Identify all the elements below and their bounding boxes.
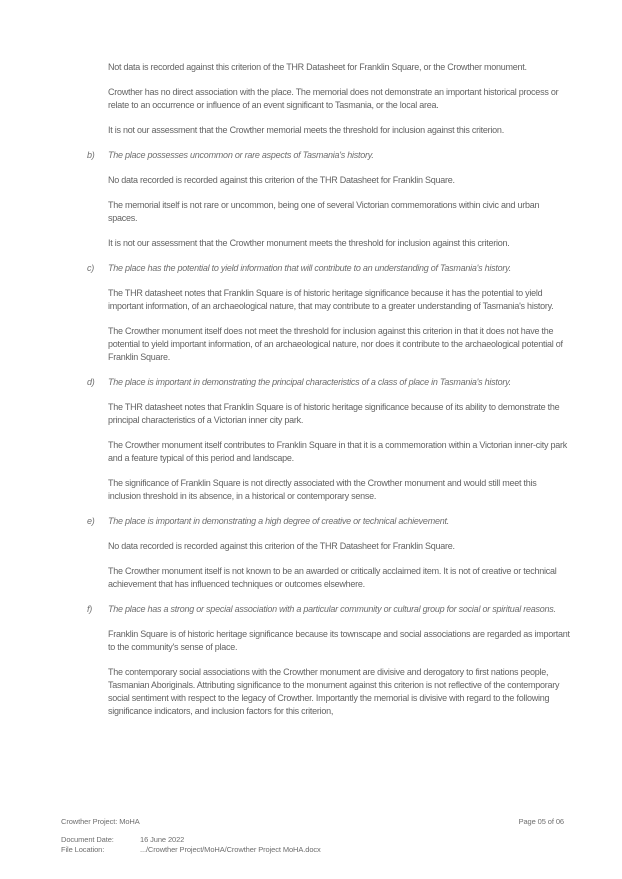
criterion-e bbox=[0, 515, 622, 591]
criterion-f bbox=[0, 603, 622, 718]
body-paragraph: The Crowther monument itself contributes to Franklin Square in that it is a commemoration within a Victorian inner-city park and a feature typical of this period and landscape. bbox=[108, 440, 568, 463]
footer-file-location-value: .../Crowther Project/MoHA/Crowther Project MoHA.docx bbox=[140, 845, 321, 854]
criterion-title: The place possesses uncommon or rare aspects of Tasmania's history. bbox=[108, 150, 374, 160]
footer-title-row bbox=[61, 817, 564, 828]
criterion-letter: d) bbox=[87, 377, 95, 387]
body-paragraph: No data recorded is recorded against this criterion of the THR Datasheet for Franklin Square. bbox=[108, 541, 455, 551]
criterion-heading-row bbox=[87, 603, 570, 616]
footer-file-location-label: File Location: bbox=[61, 845, 105, 854]
footer-file-location-row bbox=[61, 845, 564, 856]
body-paragraph: No data recorded is recorded against this criterion of the THR Datasheet for Franklin Square. bbox=[108, 175, 455, 185]
criterion-d bbox=[0, 376, 622, 503]
criterion-title: The place is important in demonstrating the principal characteristics of a class of place in Tasmania's history. bbox=[108, 377, 511, 387]
document-body bbox=[0, 61, 622, 730]
body-paragraph: The contemporary social associations with the Crowther monument are divisive and derogatory to first nations people, Tasmanian Aboriginals. Attributing significance to the monument against this criterion is not reflective of the contemporary social sentiment with respect to the legacy of Crowther. Importantly the memorial is divisive with regard to the following significance indicators, and inclusion factors for this criterion, bbox=[108, 667, 560, 716]
criterion-title: The place has the potential to yield information that will contribute to an understanding of Tasmania's history. bbox=[108, 263, 511, 273]
criterion-letter: e) bbox=[87, 516, 95, 526]
footer-document-date-row bbox=[61, 835, 564, 846]
intro-paragraph: It is not our assessment that the Crowther memorial meets the threshold for inclusion against this criterion. bbox=[108, 125, 504, 135]
criterion-letter: b) bbox=[87, 150, 95, 160]
criterion-title: The place is important in demonstrating a high degree of creative or technical achievement. bbox=[108, 516, 449, 526]
criterion-title: The place has a strong or special association with a particular community or cultural group for social or spiritual reasons. bbox=[108, 604, 556, 614]
body-paragraph: The significance of Franklin Square is not directly associated with the Crowther monument and would still meet this inclusion threshold in its absence, in a historical or contemporary sense. bbox=[108, 478, 537, 501]
criterion-b bbox=[0, 149, 622, 250]
body-paragraph: It is not our assessment that the Crowther monument meets the threshold for inclusion against this criterion. bbox=[108, 238, 510, 248]
intro-paragraph: Crowther has no direct association with the place. The memorial does not demonstrate an important historical process or relate to an occurrence or influence of an event significant to Tasmania, or the local area. bbox=[108, 87, 559, 110]
criterion-heading-row bbox=[87, 515, 570, 528]
intro-paragraph: Not data is recorded against this criterion of the THR Datasheet for Franklin Square, or the Crowther monument. bbox=[108, 62, 527, 72]
criterion-letter: f) bbox=[87, 604, 92, 614]
body-paragraph: The memorial itself is not rare or uncommon, being one of several Victorian commemorations within civic and urban spaces. bbox=[108, 200, 540, 223]
criterion-heading-row bbox=[87, 262, 570, 275]
criterion-letter: c) bbox=[87, 263, 94, 273]
footer-document-date-label: Document Date: bbox=[61, 834, 114, 844]
footer-page-number: Page 05 of 06 bbox=[518, 817, 564, 826]
criterion-heading-row bbox=[87, 149, 570, 162]
footer-document-date-value: 16 June 2022 bbox=[140, 834, 185, 844]
body-paragraph: The THR datasheet notes that Franklin Square is of historic heritage significance because of its ability to demonstrate the principal characteristics of a Victorian inner city park. bbox=[108, 402, 560, 425]
criterion-heading-row bbox=[87, 376, 570, 389]
body-paragraph: Franklin Square is of historic heritage significance because its townscape and social associations are regarded as important to the community's sense of place. bbox=[108, 629, 570, 652]
footer-project-title: Crowther Project: MoHA bbox=[61, 817, 140, 826]
body-paragraph: The Crowther monument itself is not known to be an awarded or critically acclaimed item. It is not of creative or technical achievement that has influenced techniques or outcomes elsewhere. bbox=[108, 566, 557, 589]
body-paragraph: The Crowther monument itself does not meet the threshold for inclusion against this criterion in that it does not have the potential to yield important information, of an archaeological nature, nor does it contribute to the archaeological potential of Franklin Square. bbox=[108, 326, 563, 362]
body-paragraph: The THR datasheet notes that Franklin Square is of historic heritage significance because it has the potential to yield important information, of an archaeological nature, that may contribute to a greater understanding of Tasmania's history. bbox=[108, 288, 554, 311]
page-footer bbox=[61, 817, 564, 856]
criterion-c bbox=[0, 262, 622, 364]
